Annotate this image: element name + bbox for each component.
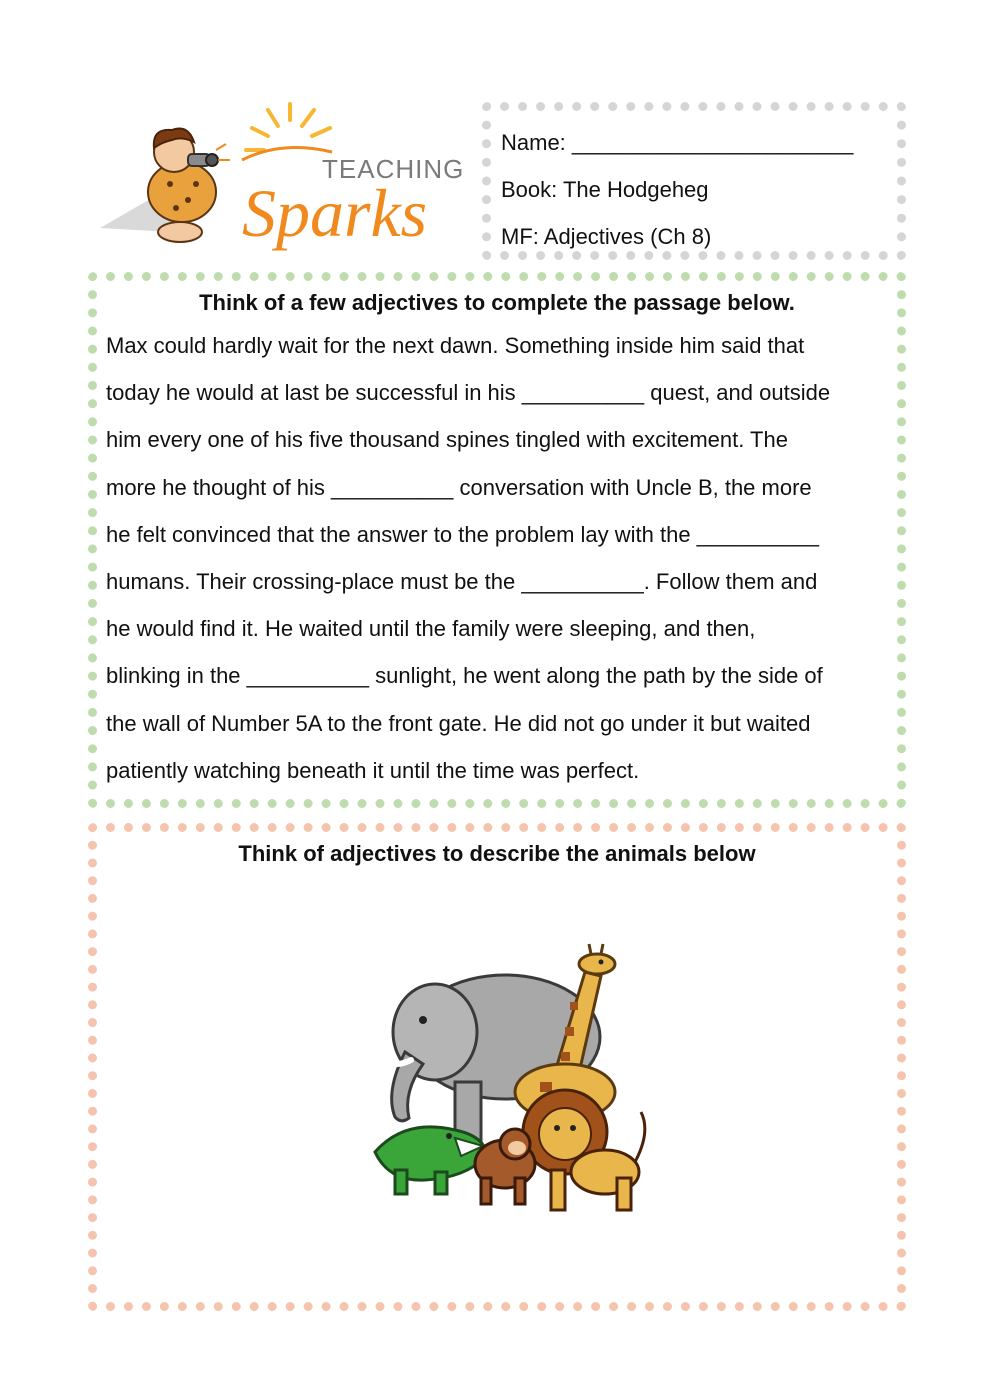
passage-line: Max could hardly wait for the next dawn. Something inside him said that — [106, 333, 805, 358]
monkey-icon — [475, 1129, 535, 1204]
passage-line: the wall of Number 5A to the front gate. He did not go under it but waited — [106, 710, 811, 736]
passage-line[interactable]: he felt convinced that the answer to the problem lay with the __________ — [106, 521, 820, 547]
crocodile-icon — [375, 1127, 487, 1194]
passage-line: patiently watching beneath it until the time was perfect. — [106, 757, 640, 783]
animals-section — [88, 823, 906, 1311]
passage-line[interactable]: blinking in the __________ sunlight, he went along the path by the side of — [106, 663, 823, 689]
passage-line: him every one of his five thousand spines tingled with excitement. The — [106, 427, 788, 453]
passage-line[interactable]: more he thought of his __________ conversation with Uncle B, the more — [106, 474, 812, 500]
sunburst-icon — [246, 104, 330, 150]
logo-word-sparks: Sparks — [242, 175, 428, 251]
logo-graphic — [92, 100, 472, 260]
student-info-box — [482, 102, 906, 260]
passage-heading: Think of a few adjectives to complete the passage below. — [199, 290, 795, 315]
animals-heading: Think of adjectives to describe the animals below — [238, 841, 756, 866]
name-line[interactable]: Name: _______________________ — [501, 130, 854, 155]
passage-section — [88, 272, 906, 808]
lion-icon — [523, 1090, 645, 1210]
passage-line[interactable]: humans. Their crossing-place must be the __________. Follow them and — [106, 568, 818, 594]
teaching-sparks-logo — [92, 100, 472, 260]
passage-text — [106, 322, 897, 794]
passage-line[interactable]: today he would at last be successful in his __________ quest, and outside — [106, 380, 831, 406]
passage-line: he would find it. He waited until the family were sleeping, and then, — [106, 616, 756, 642]
mf-line: MF: Adjectives (Ch 8) — [501, 224, 712, 249]
book-line: Book: The Hodgeheg — [501, 177, 709, 202]
animals-illustration — [365, 942, 655, 1222]
logo-word-teaching: TEACHING — [322, 154, 465, 184]
